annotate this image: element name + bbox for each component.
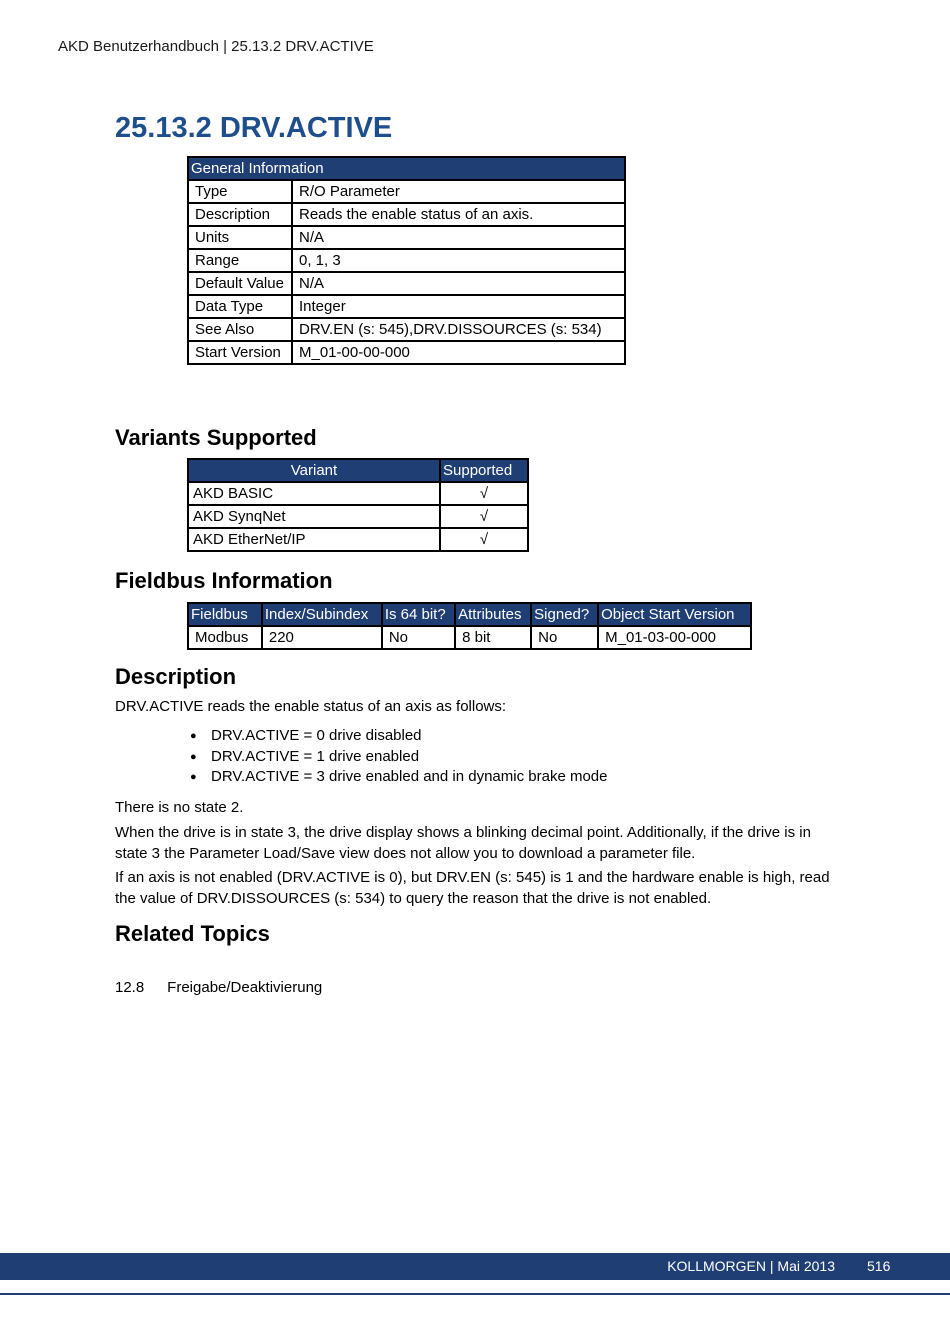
table-row (188, 226, 625, 249)
page-title: 25.13.2 DRV.ACTIVE (115, 112, 393, 144)
check-icon: √ (440, 505, 528, 528)
list-item-text: DRV.ACTIVE = 0 drive disabled (211, 727, 422, 744)
description-paragraph: When the drive is in state 3, the drive display shows a blinking decimal point. Additionally, if the drive is in state 3 the Parameter Load/Save view does not allow you to download a parameter file. (115, 824, 811, 862)
check-icon: √ (440, 528, 528, 551)
info-label: Default Value (188, 272, 292, 295)
related-heading: Related Topics (115, 921, 270, 946)
table-cell: Modbus (188, 626, 262, 649)
bullet-icon: ● (190, 771, 197, 783)
variants-table (187, 458, 529, 552)
info-value: M_01-00-00-000 (292, 341, 625, 364)
list-item-text: DRV.ACTIVE = 3 drive enabled and in dynamic brake mode (211, 768, 608, 785)
info-label: Units (188, 226, 292, 249)
info-value: Reads the enable status of an axis. (292, 203, 625, 226)
table-row (188, 341, 625, 364)
info-value: 0, 1, 3 (292, 249, 625, 272)
state-list (190, 726, 607, 788)
column-header: Is 64 bit? (382, 603, 455, 626)
info-label: Description (188, 203, 292, 226)
variant-name: AKD BASIC (188, 482, 440, 505)
table-cell: No (382, 626, 455, 649)
table-row (188, 626, 751, 649)
table-row (188, 505, 528, 528)
table-cell: 8 bit (455, 626, 531, 649)
list-item-text: DRV.ACTIVE = 1 drive enabled (211, 747, 420, 765)
footer-divider (0, 1293, 950, 1295)
fieldbus-table (187, 602, 752, 650)
table-cell: No (531, 626, 598, 649)
footer-text: KOLLMORGEN | Mai 2013 (667, 1258, 835, 1274)
table-row (188, 249, 625, 272)
bullet-icon: ● (190, 750, 197, 763)
info-label: Type (188, 180, 292, 203)
description-heading: Description (115, 664, 237, 689)
list-item (190, 726, 607, 747)
column-header: Index/Subindex (262, 603, 382, 626)
info-label: Start Version (188, 341, 292, 364)
list-item (190, 747, 607, 768)
table-row (188, 528, 528, 551)
table-row (188, 318, 625, 341)
info-value: Integer (292, 295, 625, 318)
fieldbus-heading: Fieldbus Information (115, 568, 333, 593)
description-paragraph: There is no state 2. (115, 799, 244, 816)
bullet-icon: ● (190, 730, 197, 742)
table-row (188, 482, 528, 505)
variant-name: AKD EtherNet/IP (188, 528, 440, 551)
column-header: Object Start Version (598, 603, 751, 626)
running-header: AKD Benutzerhandbuch | 25.13.2 DRV.ACTIVE (58, 38, 374, 55)
related-topic-link[interactable] (115, 979, 322, 996)
related-topic-number: 12.8 (115, 979, 145, 996)
related-topic-label: Freigabe/Deaktivierung (167, 979, 323, 996)
page-number: 516 (867, 1258, 891, 1274)
info-label: See Also (188, 318, 292, 341)
variants-heading: Variants Supported (115, 425, 317, 450)
check-icon: √ (440, 482, 528, 505)
table-row (188, 203, 625, 226)
variant-name: AKD SynqNet (188, 505, 440, 528)
column-header: Variant (188, 459, 440, 482)
general-info-table (187, 156, 626, 365)
column-header: Signed? (531, 603, 598, 626)
info-label: Range (188, 249, 292, 272)
table-row (188, 295, 625, 318)
column-header: Supported (440, 459, 528, 482)
info-value: N/A (292, 272, 625, 295)
info-value: DRV.EN (s: 545),DRV.DISSOURCES (s: 534) (292, 318, 625, 341)
table-row (188, 272, 625, 295)
general-info-header: General Information (188, 157, 625, 180)
column-header: Fieldbus (188, 603, 262, 626)
description-paragraph: If an axis is not enabled (DRV.ACTIVE is 0), but DRV.EN (s: 545) is 1 and the hardware enable is high, read the value of DRV.DISSOURCES (s: 534) to query the reason that the drive is not enabled. (115, 869, 830, 907)
footer-bar (0, 1253, 950, 1280)
description-intro: DRV.ACTIVE reads the enable status of an axis as follows: (115, 698, 507, 715)
info-value: N/A (292, 226, 625, 249)
list-item (190, 767, 607, 788)
info-value: R/O Parameter (292, 180, 625, 203)
info-label: Data Type (188, 295, 292, 318)
table-row (188, 180, 625, 203)
table-cell: M_01-03-00-000 (598, 626, 751, 649)
column-header: Attributes (455, 603, 531, 626)
table-cell: 220 (262, 626, 382, 649)
